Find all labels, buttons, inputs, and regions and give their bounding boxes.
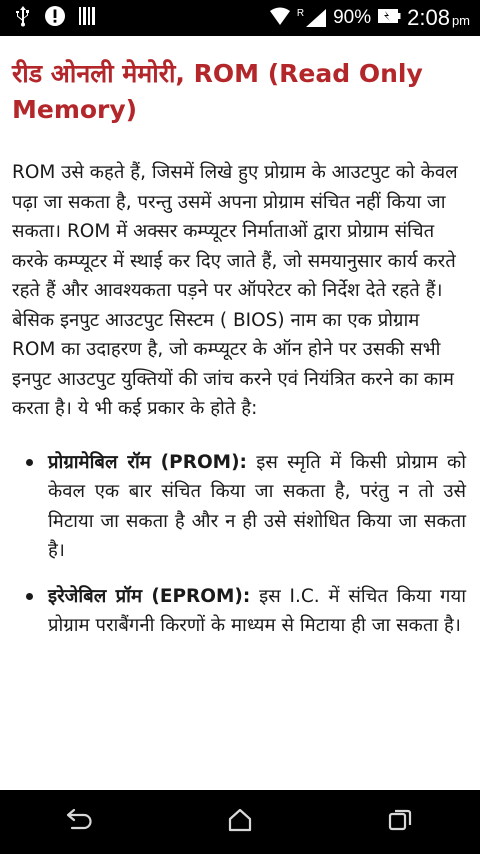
list-item-description: इस स्मृति में किसी प्रोग्राम को केवल एक बार संचित किया जा सकता है, परंतु न तो उसे मिटाया जा सकता है और न ही उसे संशोधित किया जा सकता है। [48,451,466,561]
home-button[interactable] [210,790,270,854]
usb-icon [14,5,32,31]
home-icon [227,807,253,837]
recents-button[interactable] [370,790,430,854]
signal-icon [297,8,327,28]
clock-time: 2:08 [407,5,450,30]
article-title: रीड ओनली मेमोरी, ROM (Read Only Memory) [12,59,423,124]
back-icon [65,807,95,837]
recents-icon [387,807,413,837]
bullet-point [26,593,33,600]
status-bar-left [14,5,96,31]
alert-icon [44,5,66,31]
list-item-text [48,448,466,566]
article-intro-paragraph: ROM उसे कहते हैं, जिसमें लिखे हुए प्रोग्राम के आउटपुट को केवल पढ़ा जा सकता है, परन्तु उसमें अपना प्रोग्राम संचित नहीं किया जा सकता। ROM में अक्सर कम्प्यूटर निर्माताओं द्वारा प्रोग्राम संचित करके कम्प्यूटर में स्थाई कर दिए जाते हैं, जो समयानुसार कार्य करते रहते हैं और आवश्यकता पड़ने पर ऑपरेटर को निर्देश देते रहते हैं। बेसिक इनपुट आउटपुट सिस्टम ( BIOS) नाम का एक प्रोग्राम ROM का उदाहरण है, जो कम्प्यूटर के ऑन होने पर उसकी सभी इनपुट आउटपुट युक्तियों की जांच करने एवं नियंत्रित करने का काम करता है। ये भी कई प्रकार के होते है: [12,162,458,419]
list-item-term: इरेजेबिल प्रॉम (EPROM): [48,585,251,607]
list-item-description: इस I.C. में संचित किया गया प्रोग्राम पराबैंगनी किरणों के माध्यम से मिटाया ही जा सकता है। [48,585,466,636]
back-button[interactable] [50,790,110,854]
status-bar-right [269,5,470,31]
list-item-eprom [12,582,466,641]
navigation-bar [0,790,480,854]
list-item-text [48,582,466,641]
wifi-icon [269,6,291,30]
clock [407,5,470,31]
barcode-icon [78,5,96,31]
roaming-indicator: R [296,8,305,19]
bullet-point [26,459,33,466]
battery-percentage: 90% [333,7,372,28]
article-content[interactable] [0,36,480,790]
list-item-term: प्रोग्रामेबिल रॉम (PROM): [48,451,247,473]
rom-types-list [12,448,466,641]
battery-icon [377,7,401,29]
clock-ampm: pm [451,13,470,28]
status-bar [0,0,480,36]
list-item-prom [12,448,466,566]
